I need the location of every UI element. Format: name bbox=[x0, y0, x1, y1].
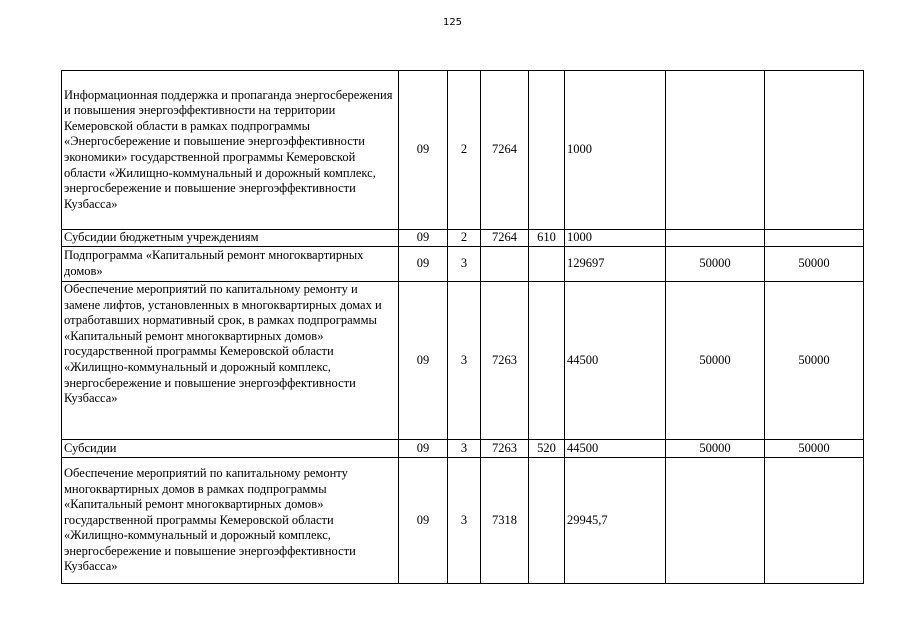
target-code: 7263 bbox=[481, 282, 529, 440]
amount-year-1: 44500 bbox=[565, 282, 666, 440]
amount-year-1: 1000 bbox=[565, 230, 666, 247]
budget-table bbox=[61, 70, 864, 584]
amount-year-1: 29945,7 bbox=[565, 458, 666, 584]
row-name: Субсидии bbox=[62, 440, 399, 458]
subsection-code: 3 bbox=[448, 440, 481, 458]
table-row bbox=[62, 247, 864, 282]
target-code: 7263 bbox=[481, 440, 529, 458]
expense-type bbox=[529, 247, 565, 282]
target-code: 7264 bbox=[481, 71, 529, 230]
section-code: 09 bbox=[399, 230, 448, 247]
table-row bbox=[62, 440, 864, 458]
expense-type: 610 bbox=[529, 230, 565, 247]
amount-year-2 bbox=[666, 71, 765, 230]
amount-year-3: 50000 bbox=[765, 440, 864, 458]
amount-year-1: 1000 bbox=[565, 71, 666, 230]
expense-type bbox=[529, 282, 565, 440]
expense-type bbox=[529, 71, 565, 230]
amount-year-2: 50000 bbox=[666, 440, 765, 458]
subsection-code: 3 bbox=[448, 458, 481, 584]
amount-year-2: 50000 bbox=[666, 282, 765, 440]
section-code: 09 bbox=[399, 282, 448, 440]
section-code: 09 bbox=[399, 458, 448, 584]
amount-year-3: 50000 bbox=[765, 282, 864, 440]
amount-year-3: 50000 bbox=[765, 247, 864, 282]
table-row bbox=[62, 230, 864, 247]
row-name: Обеспечение мероприятий по капитальному ремонту многоквартирных домов в рамках подпрограммы «Капитальный ремонт многоквартирных домов» государственной программы Кемеровской области «Жилищно-коммунальный и дорожный комплекс, энергосбережение и повышение энергоэффективности Кузбасса» bbox=[62, 458, 399, 584]
subsection-code: 3 bbox=[448, 282, 481, 440]
target-code bbox=[481, 247, 529, 282]
expense-type: 520 bbox=[529, 440, 565, 458]
expense-type bbox=[529, 458, 565, 584]
subsection-code: 2 bbox=[448, 230, 481, 247]
row-name: Обеспечение мероприятий по капитальному ремонту и замене лифтов, установленных в многоквартирных домах и отработавших нормативный срок, в рамках подпрограммы «Капитальный ремонт многоквартирных домов» государственной программы Кемеровской области «Жилищно-коммунальный и дорожный комплекс, энергосбережение и повышение энергоэффективности Кузбасса» bbox=[62, 282, 399, 440]
row-name: Подпрограмма «Капитальный ремонт многоквартирных домов» bbox=[62, 247, 399, 282]
page-number: 125 bbox=[442, 17, 463, 28]
table-row bbox=[62, 282, 864, 440]
amount-year-2 bbox=[666, 230, 765, 247]
amount-year-2 bbox=[666, 458, 765, 584]
amount-year-3 bbox=[765, 230, 864, 247]
amount-year-1: 129697 bbox=[565, 247, 666, 282]
target-code: 7264 bbox=[481, 230, 529, 247]
subsection-code: 2 bbox=[448, 71, 481, 230]
table-row bbox=[62, 458, 864, 584]
subsection-code: 3 bbox=[448, 247, 481, 282]
row-name: Информационная поддержка и пропаганда энергосбережения и повышения энергоэффективности на территории Кемеровской области в рамках подпрограммы «Энергосбережение и повышение энергоэффективности экономики» государственной программы Кемеровской области «Жилищно-коммунальный и дорожный комплекс, энергосбережение и повышение энергоэффективности Кузбасса» bbox=[62, 71, 399, 230]
amount-year-3 bbox=[765, 458, 864, 584]
section-code: 09 bbox=[399, 71, 448, 230]
amount-year-2: 50000 bbox=[666, 247, 765, 282]
amount-year-1: 44500 bbox=[565, 440, 666, 458]
row-name: Субсидии бюджетным учреждениям bbox=[62, 230, 399, 247]
section-code: 09 bbox=[399, 440, 448, 458]
amount-year-3 bbox=[765, 71, 864, 230]
section-code: 09 bbox=[399, 247, 448, 282]
target-code: 7318 bbox=[481, 458, 529, 584]
table-row bbox=[62, 71, 864, 230]
